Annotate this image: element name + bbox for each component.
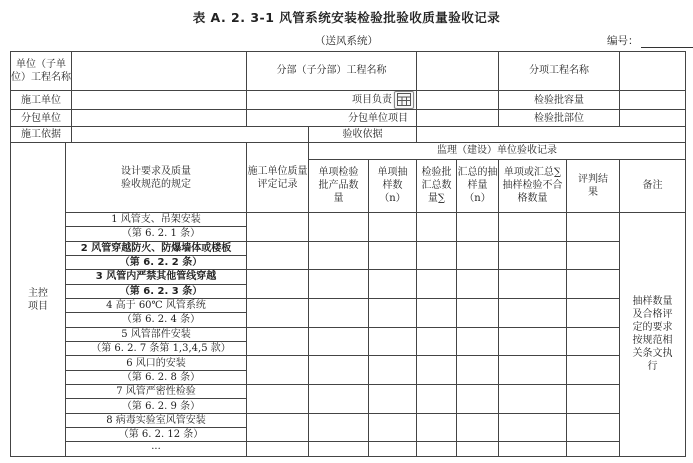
item-7-title: 7 风管严密性检验: [66, 385, 247, 399]
item-5-title: 5 风管部件安装: [66, 327, 247, 341]
cell[interactable]: [499, 385, 567, 414]
remarks-text: 抽样数量及合格评定的要求按规范相关条文执行: [620, 212, 686, 456]
cell[interactable]: [369, 442, 417, 457]
remarks-header: 备注: [620, 159, 686, 212]
sub-manager-value[interactable]: [417, 110, 499, 126]
cell[interactable]: [369, 298, 417, 327]
item-1-title: 1 风管支、吊架安装: [66, 212, 247, 226]
main-control-label: 主控项目: [11, 143, 66, 457]
cell[interactable]: [309, 385, 369, 414]
cell[interactable]: [567, 241, 620, 270]
cell[interactable]: [417, 212, 457, 241]
cell[interactable]: [499, 212, 567, 241]
cell[interactable]: [417, 241, 457, 270]
project-manager-value[interactable]: [417, 90, 499, 109]
cell[interactable]: [417, 413, 457, 442]
ellipsis-row: ···: [66, 442, 247, 457]
cell[interactable]: [247, 241, 309, 270]
cell[interactable]: [417, 356, 457, 385]
supervision-header: 监理（建设）单位验收记录: [309, 143, 686, 159]
cell[interactable]: [499, 356, 567, 385]
cell[interactable]: [369, 385, 417, 414]
cell[interactable]: [457, 241, 499, 270]
cell[interactable]: [457, 327, 499, 356]
cell[interactable]: [417, 327, 457, 356]
cell[interactable]: [417, 298, 457, 327]
division-name-value[interactable]: [417, 52, 499, 91]
cell[interactable]: [567, 385, 620, 414]
number-field[interactable]: [607, 33, 693, 48]
cell[interactable]: [309, 241, 369, 270]
cell[interactable]: [567, 270, 620, 299]
cell[interactable]: [309, 298, 369, 327]
cell[interactable]: [247, 327, 309, 356]
item-2-title: 2 风管穿越防火、防爆墙体或楼板: [66, 241, 247, 255]
item-7-clause: （第 6. 2. 9 条）: [66, 399, 247, 413]
table-grid-icon[interactable]: [394, 91, 414, 109]
construction-basis-value[interactable]: [72, 126, 309, 142]
item-4-clause: （第 6. 2. 4 条）: [66, 313, 247, 327]
cell[interactable]: [457, 356, 499, 385]
cell[interactable]: [567, 212, 620, 241]
item-3-clause: （第 6. 2. 3 条）: [66, 284, 247, 298]
contractor-label: 施工单位: [11, 90, 72, 109]
cell[interactable]: [567, 356, 620, 385]
cell[interactable]: [369, 212, 417, 241]
cell[interactable]: [499, 442, 567, 457]
inspection-capacity-value[interactable]: [620, 90, 686, 109]
item-2-clause: （第 6. 2. 2 条）: [66, 255, 247, 269]
cell[interactable]: [309, 442, 369, 457]
cell[interactable]: [369, 413, 417, 442]
cell[interactable]: [457, 413, 499, 442]
item-8-clause: （第 6. 2. 12 条）: [66, 428, 247, 442]
item-6-title: 6 风口的安装: [66, 356, 247, 370]
number-label: 编号：: [607, 35, 639, 47]
cell[interactable]: [499, 270, 567, 299]
sub-item-label: 分项工程名称: [499, 52, 620, 91]
total-sample-header: 汇总的抽样量（n）: [457, 159, 499, 212]
cell[interactable]: [457, 385, 499, 414]
cell[interactable]: [417, 385, 457, 414]
acceptance-table: [10, 51, 686, 457]
item-6-clause: （第 6. 2. 8 条）: [66, 370, 247, 384]
total-qty-header: 检验批汇总数量∑: [417, 159, 457, 212]
item-3-title: 3 风管内严禁其他管线穿越: [66, 270, 247, 284]
cell[interactable]: [499, 298, 567, 327]
cell[interactable]: [247, 442, 309, 457]
inspection-capacity-label: 检验批容量: [499, 90, 620, 109]
judgement-header: 评判结果: [567, 159, 620, 212]
cell[interactable]: [247, 413, 309, 442]
cell[interactable]: [369, 356, 417, 385]
cell[interactable]: [457, 212, 499, 241]
self-eval-header: 施工单位质量评定记录: [247, 143, 309, 213]
cell[interactable]: [369, 270, 417, 299]
single-sample-header: 单项抽样数（n）: [369, 159, 417, 212]
cell[interactable]: [369, 327, 417, 356]
cell[interactable]: [369, 241, 417, 270]
cell[interactable]: [309, 212, 369, 241]
cell[interactable]: [247, 298, 309, 327]
cell[interactable]: [499, 241, 567, 270]
cell[interactable]: [457, 442, 499, 457]
cell[interactable]: [567, 327, 620, 356]
cell[interactable]: [309, 327, 369, 356]
cell[interactable]: [247, 356, 309, 385]
division-name-label: 分部（子分部）工程名称: [247, 52, 417, 91]
cell[interactable]: [247, 212, 309, 241]
design-req-header: 设计要求及质量验收规范的规定: [66, 143, 247, 213]
cell[interactable]: [499, 413, 567, 442]
inspection-part-value[interactable]: [620, 110, 686, 126]
single-qty-header: 单项检验批产品数量: [309, 159, 369, 212]
unqualified-header: 单项或汇总∑抽样检验不合格数量: [499, 159, 567, 212]
cell[interactable]: [457, 298, 499, 327]
cell[interactable]: [309, 270, 369, 299]
cell[interactable]: [247, 385, 309, 414]
inspection-part-label: 检验批部位: [499, 110, 620, 126]
cell[interactable]: [567, 442, 620, 457]
cell[interactable]: [567, 298, 620, 327]
cell[interactable]: [309, 413, 369, 442]
acceptance-basis-value[interactable]: [417, 126, 686, 142]
cell[interactable]: [417, 442, 457, 457]
cell[interactable]: [499, 327, 567, 356]
item-5-clause: （第 6. 2. 7 条第 1,3,4,5 款）: [66, 342, 247, 356]
form-title: 表 A. 2. 3-1 风管系统安装检验批验收质量验收记录: [192, 10, 501, 25]
unit-name-label: 单位（子单位）工程名称: [11, 52, 72, 91]
subcontractor-label: 分包单位: [11, 110, 72, 126]
cell[interactable]: [567, 413, 620, 442]
construction-basis-label: 施工依据: [11, 126, 72, 142]
cell[interactable]: [417, 270, 457, 299]
subcontractor-value[interactable]: [72, 110, 247, 126]
cell[interactable]: [247, 270, 309, 299]
acceptance-basis-label: 验收依据: [309, 126, 417, 142]
cell[interactable]: [309, 356, 369, 385]
form-subtitle: （送风系统）: [315, 35, 378, 47]
number-blank[interactable]: [641, 37, 693, 48]
item-4-title: 4 高于 60℃ 风管系统: [66, 298, 247, 312]
cell[interactable]: [457, 270, 499, 299]
sub-manager-label: 分包单位项目: [247, 110, 417, 126]
item-8-title: 8 病毒实验室风管安装: [66, 413, 247, 427]
contractor-value[interactable]: [72, 90, 247, 109]
item-1-clause: （第 6. 2. 1 条）: [66, 227, 247, 241]
sub-item-value[interactable]: [620, 52, 686, 91]
project-manager-label: 项目负责: [247, 90, 417, 109]
unit-name-value[interactable]: [72, 52, 247, 91]
